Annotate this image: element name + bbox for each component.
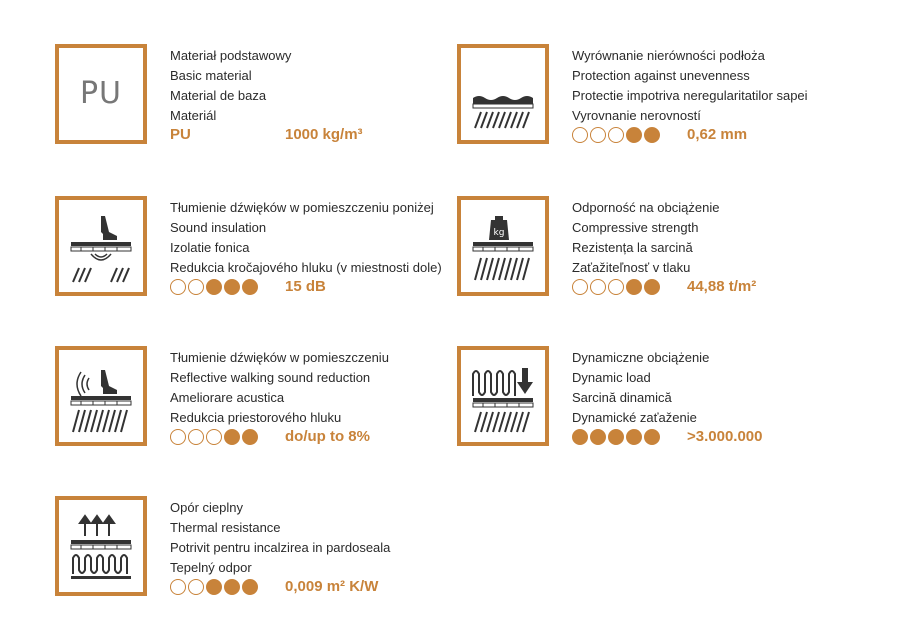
walking-sound-icon <box>55 346 147 446</box>
pu-material-icon <box>55 44 147 144</box>
line-ro: Protectie impotriva neregularitatilor sapei <box>572 88 808 103</box>
rating <box>170 279 258 295</box>
line-pl: Opór cieplny <box>170 500 243 515</box>
rating-circle <box>608 127 624 143</box>
spec-card-compressive-strength <box>457 196 877 306</box>
rating <box>572 127 660 143</box>
line-pl: Materiał podstawowy <box>170 48 292 63</box>
compressive-strength-value: 44,88 t/m² <box>687 278 757 295</box>
rating-circle <box>644 127 660 143</box>
compressive-strength-icon <box>457 196 549 296</box>
rating <box>170 579 258 595</box>
rating-circle <box>170 429 186 445</box>
rating-circle <box>644 279 660 295</box>
rating-circle <box>224 579 240 595</box>
thermal-resistance-value: 0,009 m² K/W <box>285 578 379 595</box>
thermal-resistance-icon <box>55 496 147 596</box>
rating-circle <box>188 579 204 595</box>
rating-circle <box>644 429 660 445</box>
rating-circle <box>590 429 606 445</box>
line-pl: Tłumienie dźwięków w pomieszczeniu poniżej <box>170 200 434 215</box>
rating-circle <box>242 279 258 295</box>
rating-circle <box>572 429 588 445</box>
pu-icon-text: PU <box>79 76 123 111</box>
rating-circle <box>206 579 222 595</box>
line-ro: Potrivit pentru incalzirea in pardoseala <box>170 540 391 555</box>
dynamic-load-value: >3.000.000 <box>687 428 763 445</box>
rating-circle <box>572 279 588 295</box>
material-label: PU <box>170 126 191 143</box>
spec-card-dynamic-load <box>457 346 877 456</box>
line-en: Basic material <box>170 68 252 83</box>
line-en: Compressive strength <box>572 220 699 235</box>
rating-circle <box>242 579 258 595</box>
rating-circle <box>224 279 240 295</box>
sound-insulation-value: 15 dB <box>285 278 326 295</box>
rating-circle <box>188 279 204 295</box>
spec-card-unevenness <box>457 44 877 154</box>
line-ro: Material de baza <box>170 88 267 103</box>
line-en: Dynamic load <box>572 370 651 385</box>
line-ro: Rezistența la sarcină <box>572 240 693 255</box>
line-pl: Tłumienie dźwięków w pomieszczeniu <box>170 350 389 365</box>
line-sk: Dynamické zaťaženie <box>572 410 697 425</box>
rating-circle <box>590 127 606 143</box>
walking-sound-value: do/up to 8% <box>285 428 370 445</box>
rating-circle <box>608 279 624 295</box>
rating-circle <box>206 279 222 295</box>
unevenness-value: 0,62 mm <box>687 126 748 143</box>
line-ro: Sarcină dinamică <box>572 390 672 405</box>
dynamic-load-icon <box>457 346 549 446</box>
line-ro: Izolatie fonica <box>170 240 250 255</box>
kg-weight-label: kg <box>493 228 505 238</box>
line-en: Reflective walking sound reduction <box>170 370 371 385</box>
rating <box>572 429 660 445</box>
line-pl: Odporność na obciążenie <box>572 200 720 215</box>
spec-card-basic-material <box>55 44 475 154</box>
rating-circle <box>608 429 624 445</box>
unevenness-icon <box>457 44 549 144</box>
line-sk: Zaťažiteľnosť v tlaku <box>572 260 691 275</box>
spec-card-thermal-resistance <box>55 496 475 606</box>
line-en: Protection against unevenness <box>572 68 750 83</box>
line-sk: Tepelný odpor <box>170 560 252 575</box>
rating-circle <box>224 429 240 445</box>
line-sk: Redukcia priestorového hluku <box>170 410 342 425</box>
line-sk: Vyrovnanie nerovností <box>572 108 701 123</box>
rating-circle <box>170 579 186 595</box>
spec-card-walking-sound <box>55 346 475 456</box>
rating <box>572 279 660 295</box>
rating-circle <box>626 429 642 445</box>
rating-circle <box>242 429 258 445</box>
rating-circle <box>572 127 588 143</box>
line-pl: Dynamiczne obciążenie <box>572 350 710 365</box>
line-en: Thermal resistance <box>170 520 281 535</box>
rating-circle <box>626 279 642 295</box>
rating-circle <box>188 429 204 445</box>
line-ro: Ameliorare acustica <box>170 390 285 405</box>
line-sk: Materiál <box>170 108 217 123</box>
line-sk: Redukcia kročajového hluku (v miestnosti dole) <box>170 260 442 275</box>
spec-card-sound-insulation <box>55 196 475 306</box>
rating <box>170 429 258 445</box>
rating-circle <box>590 279 606 295</box>
line-en: Sound insulation <box>170 220 267 235</box>
rating-circle <box>206 429 222 445</box>
line-pl: Wyrównanie nierówności podłoża <box>572 48 765 63</box>
rating-circle <box>170 279 186 295</box>
density-value: 1000 kg/m³ <box>285 126 363 143</box>
rating-circle <box>626 127 642 143</box>
sound-insulation-icon <box>55 196 147 296</box>
